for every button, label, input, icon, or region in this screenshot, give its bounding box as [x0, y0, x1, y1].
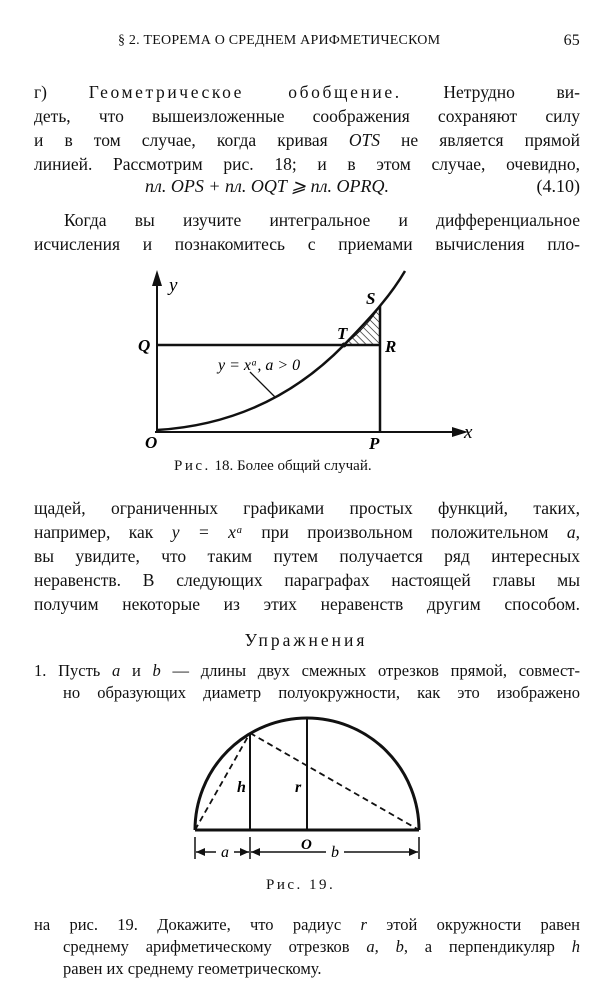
- text-line: неравенств. В следующих параграфах настоящей главы мы: [34, 570, 580, 590]
- text-fragment: Нетрудно ви-: [401, 82, 580, 102]
- dim-b-arrow-left: [251, 848, 260, 856]
- label-r: r: [295, 779, 302, 796]
- text-line: но образующих диаметр полуокружности, как это изображено: [63, 683, 580, 702]
- text-fragment: среднему арифметическому отрезков: [63, 937, 367, 956]
- variable-r: r: [360, 915, 367, 934]
- chord-right: [250, 733, 419, 830]
- variable-a: a: [112, 661, 121, 680]
- variables-a-b: a, b: [366, 937, 404, 956]
- label-q: Q: [138, 336, 151, 355]
- text-line: [34, 914, 580, 936]
- text-line: Когда вы изучите интегральное и дифференциальное: [64, 210, 580, 230]
- label-a: a: [221, 844, 229, 861]
- text-fragment: этой окружности равен: [366, 915, 580, 934]
- label-y: y: [169, 275, 178, 296]
- text-fragment: на рис. 19. Докажите, что радиус: [34, 915, 361, 934]
- formula-number: (4.10): [536, 176, 580, 196]
- text-fragment: , а перпендикуляр: [403, 937, 572, 956]
- label-t: T: [337, 324, 348, 343]
- text-line: вы увидите, что таким путем получается ряд интересных: [34, 546, 580, 566]
- label-curve: y = xᵃ, a > 0: [218, 357, 301, 374]
- text-line: щадей, ограниченных графиками простых функций, таких,: [34, 498, 580, 518]
- exercise-number: 1.: [34, 661, 47, 680]
- variable-a: a: [566, 522, 576, 542]
- text-fragment: например, как: [34, 522, 172, 542]
- formula-expression: пл. OPS + пл. OQT ⩾ пл. OPRQ.: [145, 176, 389, 196]
- label-o: O: [301, 837, 312, 853]
- label-o: O: [145, 433, 158, 452]
- text-fragment: — длины двух смежных отрезков прямой, совмест-: [160, 661, 580, 680]
- text-line: деть, что вышеизложенные соображения сохраняют силу: [34, 106, 580, 126]
- text-fragment: не является прямой: [379, 130, 581, 150]
- text-fragment: Пусть: [46, 661, 113, 680]
- text-fragment: и: [120, 661, 153, 680]
- caption-text: 18. Более общий случай.: [210, 458, 372, 474]
- text-line: [34, 936, 580, 958]
- section-heading-inline: Геометрическое обобщение.: [88, 82, 402, 102]
- figure-19-caption: Рис. 19.: [266, 877, 336, 893]
- label-p: P: [369, 434, 380, 453]
- variable-b: b: [152, 661, 161, 680]
- label-h: h: [237, 779, 246, 796]
- exercise-1-continued: [34, 914, 580, 980]
- caption-label: Рис.: [174, 458, 211, 474]
- inline-formula: y = xᵃ: [171, 522, 243, 542]
- text-fragment: при произвольном положительном: [242, 522, 567, 542]
- text-line: получим некоторые из этих неравенств другим способом.: [34, 594, 580, 614]
- dim-a-arrow-right: [240, 848, 249, 856]
- label-b: b: [331, 844, 339, 861]
- label-s: S: [366, 289, 376, 308]
- label-x: x: [464, 422, 473, 443]
- text-line: исчисления и познакомитесь с приемами вычисления пло-: [34, 234, 580, 254]
- item-prefix: г): [34, 82, 89, 102]
- page-number: 65: [563, 32, 580, 49]
- text-line: линией. Рассмотрим рис. 18; и в этом случае, очевидно,: [34, 154, 580, 174]
- header-title: § 2. ТЕОРЕМА О СРЕДНЕМ АРИФМЕТИЧЕСКОМ: [118, 33, 441, 48]
- text-line: равен их среднему геометрическому.: [63, 959, 322, 978]
- label-r: R: [385, 337, 397, 356]
- text-fragment: и в том случае, когда кривая: [34, 130, 349, 150]
- variable-h: h: [571, 937, 580, 956]
- exercises-heading: Упражнения: [244, 630, 368, 650]
- text-fragment: ,: [575, 522, 581, 542]
- dim-b-arrow-right: [409, 848, 418, 856]
- curve-name: OTS: [348, 130, 380, 150]
- dim-a-arrow-left: [196, 848, 205, 856]
